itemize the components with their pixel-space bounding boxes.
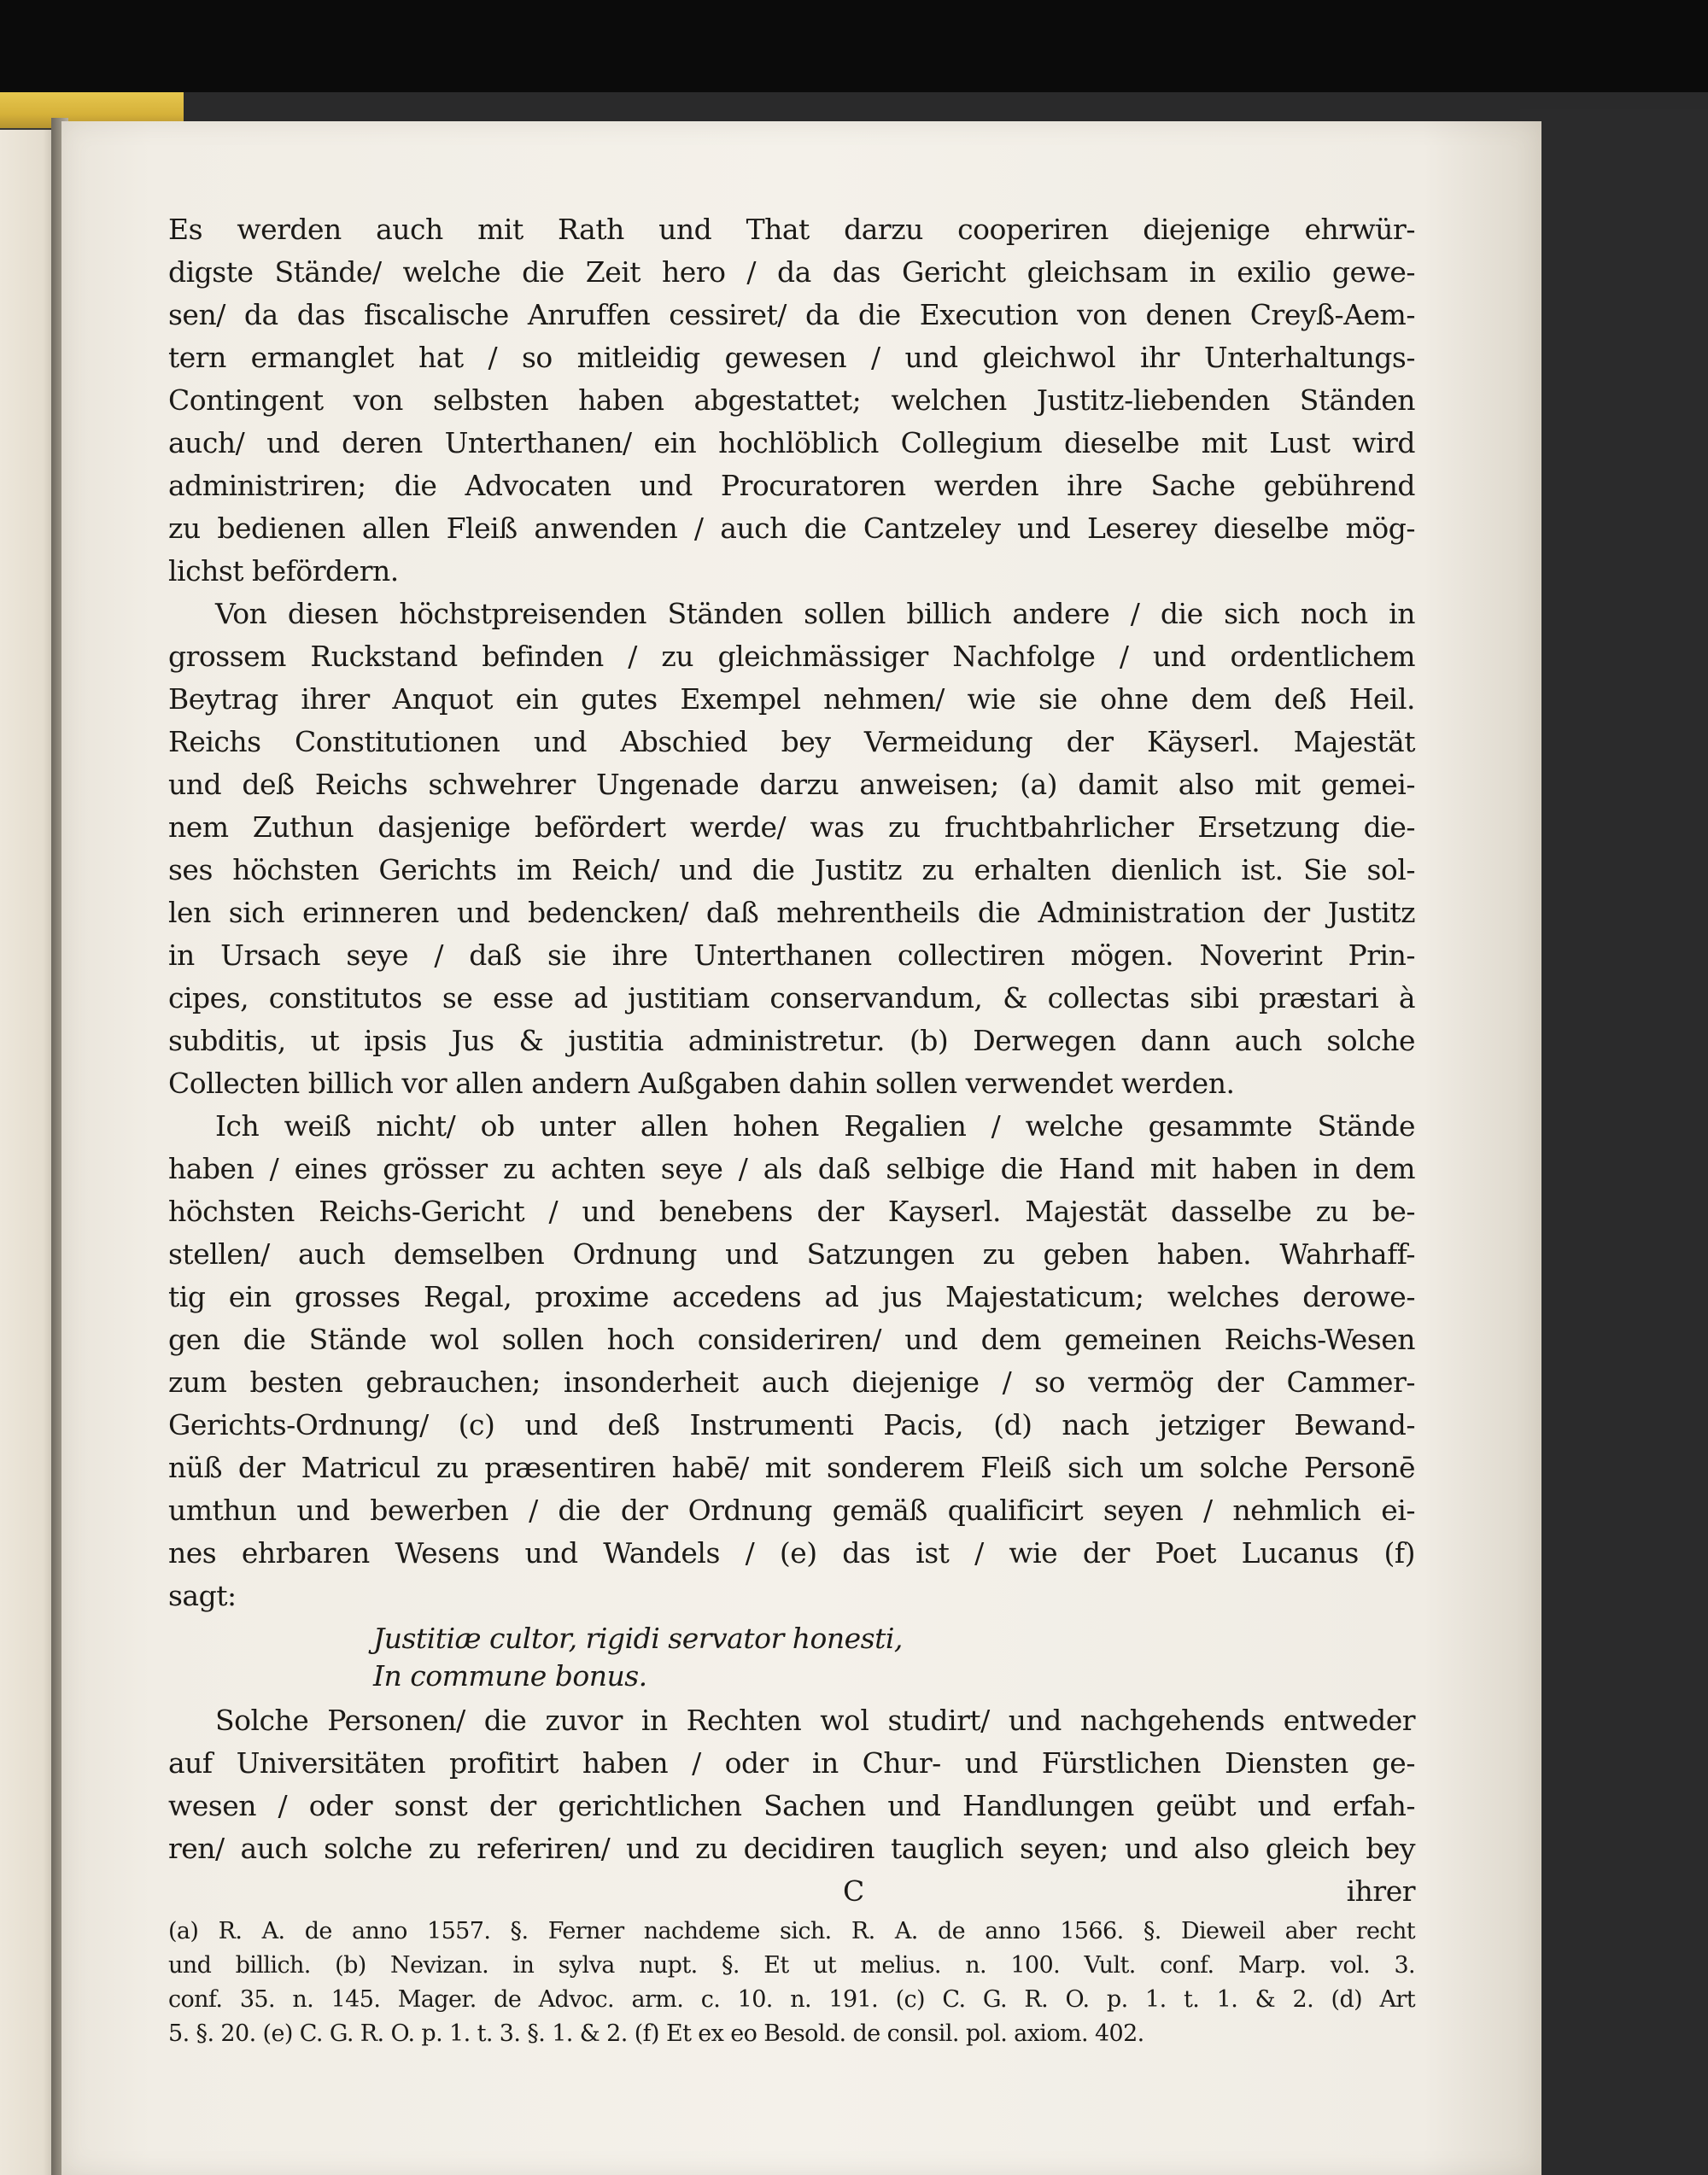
body-text-line: in Ursach seye / daß sie ihre Unterthanen collectiren mögen. Noverint Prin- — [168, 938, 1415, 972]
body-text-line: nes ehrbaren Wesens und Wandels / (e) das ist / wie der Poet Lucanus (f) — [168, 1536, 1415, 1570]
body-text-line: cipes, constitutos se esse ad justitiam conservandum, & collectas sibi præstari à — [168, 981, 1415, 1014]
body-text-line: umthun und bewerben / die der Ordnung gemäß qualificirt seyen / nehmlich ei- — [168, 1494, 1415, 1527]
document-page — [61, 121, 1541, 2175]
body-text-line: stellen/ auch demselben Ordnung und Satzungen zu geben haben. Wahrhaff- — [168, 1237, 1415, 1271]
body-text-line: und deß Reichs schwehrer Ungenade darzu anweisen; (a) damit also mit gemei- — [168, 768, 1415, 801]
body-text-line: höchsten Reichs-Gericht / und benebens der Kayserl. Majestät dasselbe zu be- — [168, 1195, 1415, 1228]
body-text-line: lichst befördern. — [168, 554, 399, 588]
body-text-line: Gerichts-Ordnung/ (c) und deß Instrumenti Pacis, (d) nach jetziger Bewand- — [168, 1408, 1415, 1441]
body-text-line: zu bedienen allen Fleiß anwenden / auch die Cantzeley und Leserey dieselbe mög- — [168, 512, 1415, 545]
footnote-line: 5. §. 20. (e) C. G. R. O. p. 1. t. 3. §. 1. & 2. (f) Et ex eo Besold. de consil. pol. axiom. 402. — [168, 2020, 1144, 2047]
footnote-line: und billich. (b) Nevizan. in sylva nupt. §. Et ut melius. n. 100. Vult. conf. Marp. vol. 3. — [168, 1952, 1415, 1979]
body-text-line: Reichs Constitutionen und Abschied bey Vermeidung der Käyserl. Majestät — [168, 725, 1415, 758]
body-text-line: tig ein grosses Regal, proxime accedens ad jus Majestaticum; welches derowe- — [168, 1280, 1415, 1313]
body-text-line: sen/ da das fiscalische Anruffen cessiret/ da die Execution von denen Creyß-Aem- — [168, 298, 1415, 331]
verse-quote-line: In commune bonus. — [373, 1659, 647, 1693]
body-text-line: Contingent von selbsten haben abgestattet; welchen Justitz-liebenden Ständen — [168, 383, 1415, 417]
body-text-line: subditis, ut ipsis Jus & justitia administretur. (b) Derwegen dann auch solche — [168, 1024, 1415, 1057]
body-text-line: sagt: — [168, 1579, 237, 1612]
body-text-line: administriren; die Advocaten und Procuratoren werden ihre Sache gebührend — [168, 469, 1415, 502]
body-text-line: tern ermanglet hat / so mitleidig gewesen / und gleichwol ihr Unterhaltungs- — [168, 341, 1415, 374]
body-text-line: nüß der Matricul zu præsentiren habē/ mit sonderem Fleiß sich um solche Personē — [168, 1451, 1415, 1484]
cover-board-right — [1520, 109, 1708, 2175]
body-text-line: grossem Ruckstand befinden / zu gleichmässiger Nachfolge / und ordentlichem — [168, 640, 1415, 673]
verse-quote-line: Justitiæ cultor, rigidi servator honesti, — [373, 1622, 903, 1655]
body-text-line: zum besten gebrauchen; insonderheit auch diejenige / so vermög der Cammer- — [168, 1365, 1415, 1399]
signature-mark: C — [843, 1874, 864, 1908]
body-text-line: ren/ auch solche zu referiren/ und zu decidiren tauglich seyen; und also gleich bey — [168, 1832, 1415, 1865]
body-text-line: Solche Personen/ die zuvor in Rechten wol studirt/ und nachgehends entweder — [215, 1704, 1415, 1737]
body-text-line: nem Zuthun dasjenige befördert werde/ was zu fruchtbahrlicher Ersetzung die- — [168, 810, 1415, 844]
body-text-line: Collecten billich vor allen andern Außgaben dahin sollen verwendet werden. — [168, 1067, 1235, 1100]
footnote-line: (a) R. A. de anno 1557. §. Ferner nachdeme sich. R. A. de anno 1566. §. Dieweil aber recht — [168, 1918, 1415, 1944]
footnote-line: conf. 35. n. 145. Mager. de Advoc. arm. c. 10. n. 191. (c) C. G. R. O. p. 1. t. 1. & 2. (d) Art — [168, 1986, 1415, 2013]
catchword: ihrer — [1346, 1874, 1415, 1908]
body-text-line: Ich weiß nicht/ ob unter allen hohen Regalien / welche gesammte Stände — [215, 1109, 1415, 1143]
body-text-line: auch/ und deren Unterthanen/ ein hochlöblich Collegium dieselbe mit Lust wird — [168, 426, 1415, 459]
body-text-line: Es werden auch mit Rath und That darzu cooperiren diejenige ehrwür- — [168, 213, 1415, 246]
body-text-line: Beytrag ihrer Anquot ein gutes Exempel nehmen/ wie sie ohne dem deß Heil. — [168, 682, 1415, 716]
body-text-line: ses höchsten Gerichts im Reich/ und die Justitz zu erhalten dienlich ist. Sie sol- — [168, 853, 1415, 886]
body-text-line: len sich erinneren und bedencken/ daß mehrentheils die Administration der Justitz — [168, 896, 1415, 929]
body-text-line: Von diesen höchstpreisenden Ständen sollen billich andere / die sich noch in — [215, 597, 1415, 630]
body-text-line: haben / eines grösser zu achten seye / als daß selbige die Hand mit haben in dem — [168, 1152, 1415, 1185]
body-text-line: gen die Stände wol sollen hoch consideriren/ und dem gemeinen Reichs-Wesen — [168, 1323, 1415, 1356]
body-text-line: wesen / oder sonst der gerichtlichen Sachen und Handlungen geübt und erfah- — [168, 1789, 1415, 1822]
body-text-line: auf Universitäten profitirt haben / oder in Chur- und Fürstlichen Diensten ge- — [168, 1746, 1415, 1780]
body-text-line: digste Stände/ welche die Zeit hero / da das Gericht gleichsam in exilio gewe- — [168, 255, 1415, 289]
